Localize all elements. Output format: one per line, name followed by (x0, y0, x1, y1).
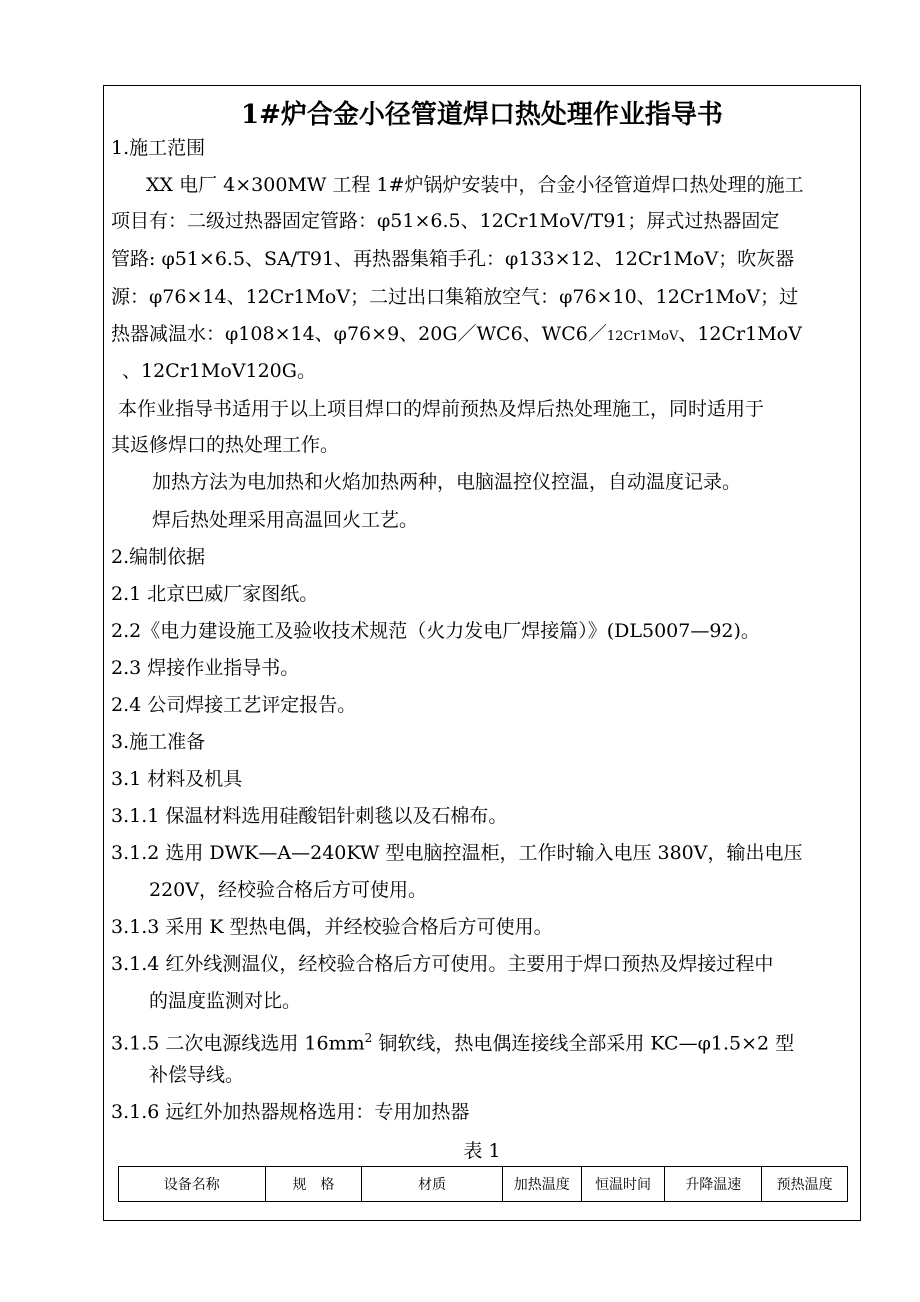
superscript: 2 (364, 1031, 373, 1045)
line-part: 3.1.5 二次电源线选用 16mm (111, 1032, 365, 1055)
list-item: 3.1.2 选用 DWK—A—240KW 型电脑控温柜，工作时输入电压 380V，输出电压 (111, 842, 803, 864)
paragraph-line: 本作业指导书适用于以上项目焊口的焊前预热及焊后热处理施工，同时适用于 (118, 398, 765, 420)
table-header-cell: 恒温时间 (581, 1167, 665, 1202)
line-part: 铜软线，热电偶连接线全部采用 KC—φ1.5×2 型 (372, 1032, 795, 1055)
table-header-cell: 升降温速 (665, 1167, 762, 1202)
document-title: 1#炉合金小径管道焊口热处理作业指导书 (241, 100, 723, 130)
section-2-heading: 2.编制依据 (111, 546, 206, 568)
list-item-continuation: 补偿导线。 (149, 1064, 245, 1086)
list-item-continuation: 的温度监测对比。 (149, 990, 302, 1012)
paragraph-line: 其返修焊口的热处理工作。 (111, 434, 340, 456)
line-part: 、12Cr1MoV (678, 323, 802, 345)
paragraph-line (111, 322, 802, 349)
paragraph-line: 管路: φ51×6.5、SA/T91、再热器集箱手孔：φ133×12、12Cr1MoV；吹灰器 (111, 248, 795, 270)
table-caption: 表 1 (463, 1140, 501, 1162)
table-header-cell: 材质 (362, 1167, 503, 1202)
list-item: 3.1.6 远红外加热器规格选用：专用加热器 (111, 1101, 470, 1123)
paragraph-line: XX 电厂 4×300MW 工程 1#炉锅炉安装中，合金小径管道焊口热处理的施工 (146, 174, 804, 196)
line-part-small: 12Cr1MoV (606, 329, 679, 344)
section-3-heading: 3.施工准备 (111, 731, 206, 753)
paragraph-line: 焊后热处理采用高温回火工艺。 (152, 509, 419, 531)
list-item (111, 1026, 794, 1055)
list-item: 2.4 公司焊接工艺评定报告。 (111, 694, 357, 716)
list-item: 2.1 北京巴威厂家图纸。 (111, 583, 319, 605)
list-item: 2.3 焊接作业指导书。 (111, 657, 300, 679)
list-item: 3.1.4 红外线测温仪，经校验合格后方可使用。主要用于焊口预热及焊接过程中 (111, 953, 774, 975)
list-item-continuation: 220V，经校验合格后方可使用。 (149, 879, 427, 901)
list-item: 3.1.3 采用 K 型热电偶，并经校验合格后方可使用。 (111, 916, 553, 938)
section-1-heading: 1.施工范围 (111, 137, 206, 159)
table-header-row (119, 1167, 848, 1202)
line-part: 热器减温水：φ108×14、φ76×9、20G／WC6、WC6／ (111, 323, 607, 345)
list-item: 2.2《电力建设施工及验收技术规范（火力发电厂焊接篇）》(DL5007—92)。 (111, 620, 760, 642)
paragraph-line: 源：φ76×14、12Cr1MoV；二过出口集箱放空气：φ76×10、12Cr1MoV；过 (111, 286, 799, 308)
heating-table (118, 1166, 848, 1202)
paragraph-line: 、12Cr1MoV120G。 (122, 360, 316, 382)
table-header-cell: 预热温度 (762, 1167, 848, 1202)
table-header-cell: 加热温度 (502, 1167, 581, 1202)
list-item: 3.1.1 保温材料选用硅酸铝针刺毯以及石棉布。 (111, 805, 508, 827)
document-frame (103, 85, 861, 1221)
table-header-cell: 规 格 (265, 1167, 362, 1202)
table-header-cell: 设备名称 (119, 1167, 266, 1202)
paragraph-line: 项目有：二级过热器固定管路：φ51×6.5、12Cr1MoV/T91；屏式过热器固定 (111, 210, 780, 232)
list-item: 3.1 材料及机具 (111, 768, 243, 790)
paragraph-line: 加热方法为电加热和火焰加热两种，电脑温控仪控温，自动温度记录。 (152, 471, 742, 493)
